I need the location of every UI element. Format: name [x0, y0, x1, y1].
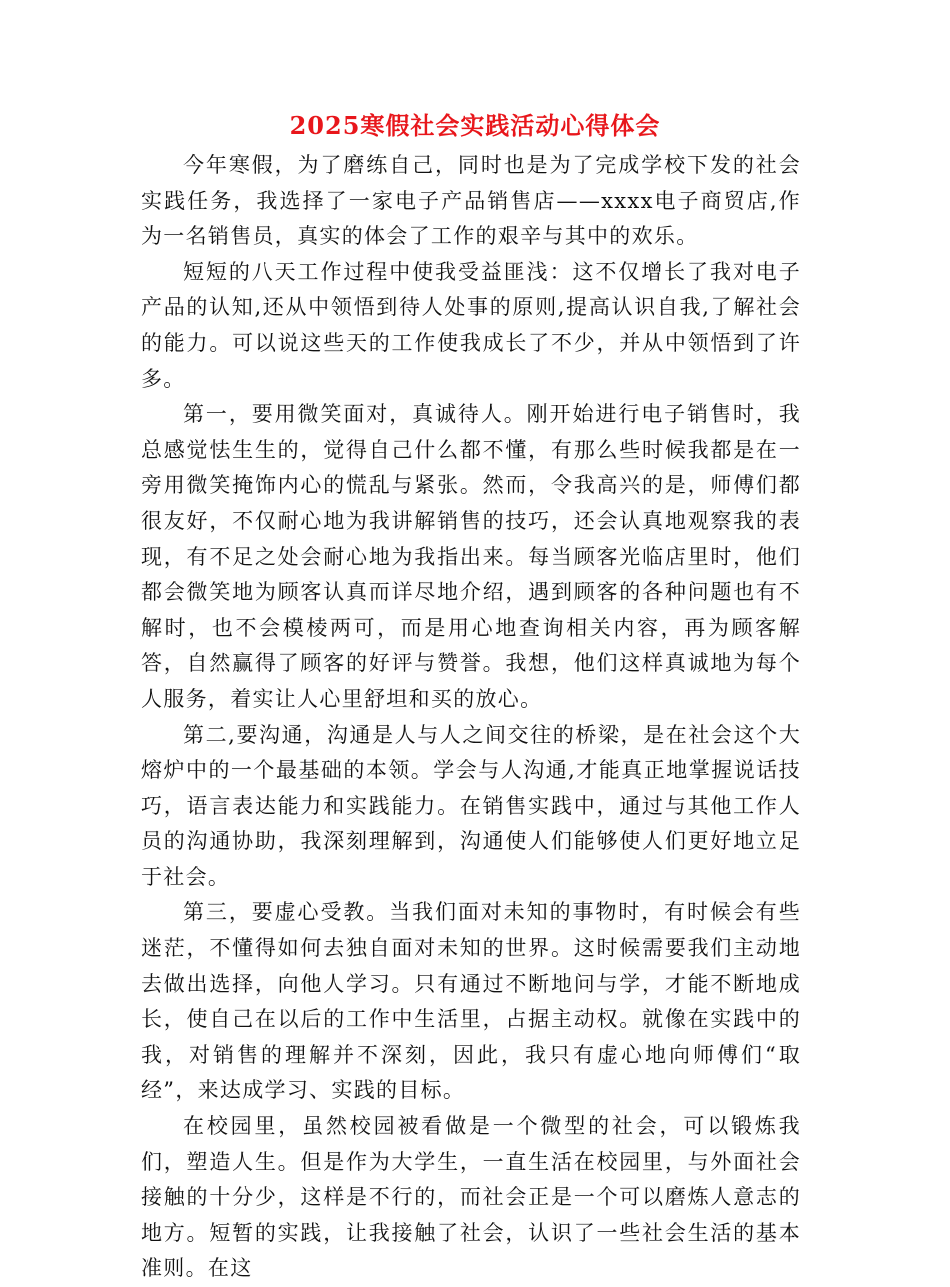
- paragraph: 第三，要虚心受教。当我们面对未知的事物时，有时候会有些迷茫，不懂得如何去独自面对未知的世界。这时候需要我们主动地去做出选择，向他人学习。只有通过不断地问与学，才能不断地成长，使自己在以后的工作中生活里，占据主动权。就像在实践中的我，对销售的理解并不深刻，因此，我只有虚心地向师傅们“取经”，来达成学习、实践的目标。: [141, 900, 801, 1103]
- paragraph: 第一，要用微笑面对，真诚待人。刚开始进行电子销售时，我总感觉怯生生的，觉得自己什么都不懂，有那么些时候我都是在一旁用微笑掩饰内心的慌乱与紧张。然而，令我高兴的是，师傅们都很友好，不仅耐心地为我讲解销售的技巧，还会认真地观察我的表现，有不足之处会耐心地为我指出来。每当顾客光临店里时，他们都会微笑地为顾客认真而详尽地介绍，遇到顾客的各种问题也有不解时，也不会模棱两可，而是用心地查询相关内容，再为顾客解答，自然赢得了顾客的好评与赞誉。我想，他们这样真诚地为每个人服务，着实让人心里舒坦和买的放心。: [141, 402, 801, 711]
- paragraph: 今年寒假，为了磨练自己，同时也是为了完成学校下发的社会实践任务，我选择了一家电子产品销售店——xxxx电子商贸店,作为一名销售员，真实的体会了工作的艰辛与其中的欢乐。: [141, 153, 801, 249]
- paragraph: 短短的八天工作过程中使我受益匪浅：这不仅增长了我对电子产品的认知,还从中领悟到待人处事的原则,提高认识自我,了解社会的能力。可以说这些天的工作使我成长了不少，并从中领悟到了许多。: [141, 259, 801, 391]
- document-title: 2025寒假社会实践活动心得体会: [289, 111, 661, 140]
- document-body: [141, 148, 801, 1287]
- paragraph: 在校园里，虽然校园被看做是一个微型的社会，可以锻炼我们，塑造人生。但是作为大学生，一直生活在校园里，与外面社会接触的十分少，这样是不行的，而社会正是一个可以磨炼人意志的地方。短暂的实践，让我接触了社会，认识了一些社会生活的基本准则。在这: [141, 1114, 801, 1281]
- paragraph: 第二,要沟通，沟通是人与人之间交往的桥梁，是在社会这个大熔炉中的一个最基础的本领。学会与人沟通,才能真正地掌握说话技巧，语言表达能力和实践能力。在销售实践中，通过与其他工作人员的沟通协助，我深刻理解到，沟通使人们能够使人们更好地立足于社会。: [141, 722, 801, 889]
